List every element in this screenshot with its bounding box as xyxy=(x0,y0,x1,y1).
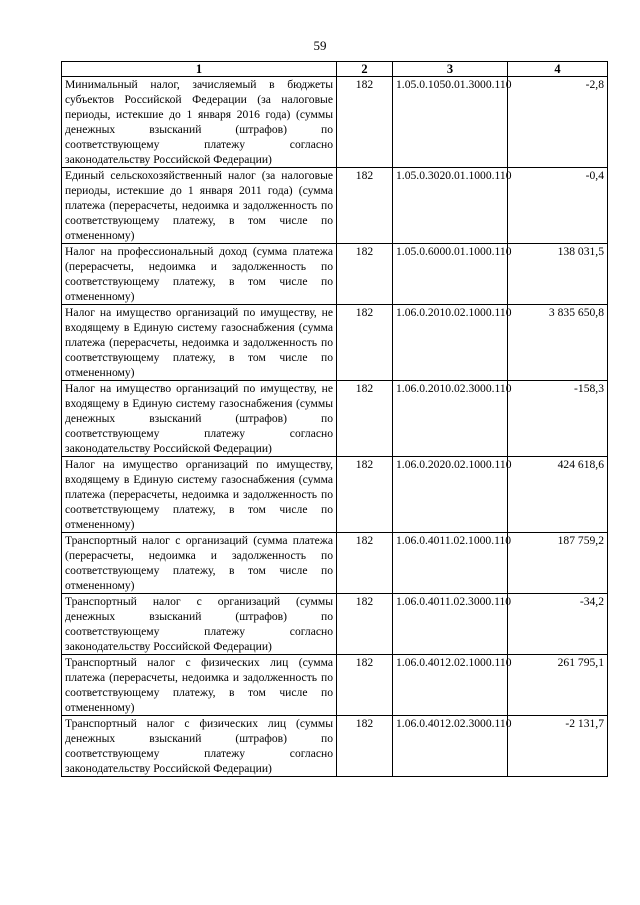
admin-code-cell: 182 xyxy=(337,381,393,457)
admin-code-cell: 182 xyxy=(337,168,393,244)
budget-code-cell: 1.05.0.6000.01.1000.110 xyxy=(393,244,508,305)
table-row xyxy=(62,594,608,655)
amount-cell: 261 795,1 xyxy=(508,655,608,716)
income-name-cell: Транспортный налог с физических лиц (сумма платежа (перерасчеты, недоимка и задолженность по соответствующему платежу, в том числе по отмененному) xyxy=(62,655,337,716)
column-header-1: 1 xyxy=(62,62,337,77)
income-name-cell: Транспортный налог с физических лиц (суммы денежных взысканий (штрафов) по соответствующему платежу согласно законодательству Российской Федерации) xyxy=(62,716,337,777)
revenue-table xyxy=(61,61,608,777)
amount-cell: -34,2 xyxy=(508,594,608,655)
table-header-row xyxy=(62,62,608,77)
budget-code-cell: 1.06.0.4011.02.1000.110 xyxy=(393,533,508,594)
income-name-cell: Транспортный налог с организаций (суммы денежных взысканий (штрафов) по соответствующему платежу согласно законодательству Российской Федерации) xyxy=(62,594,337,655)
admin-code-cell: 182 xyxy=(337,594,393,655)
table-row xyxy=(62,77,608,168)
budget-code-cell: 1.05.0.3020.01.1000.110 xyxy=(393,168,508,244)
table-row xyxy=(62,457,608,533)
table-row xyxy=(62,168,608,244)
income-name-cell: Налог на профессиональный доход (сумма платежа (перерасчеты, недоимка и задолженность по соответствующему платежу, в том числе по отмененному) xyxy=(62,244,337,305)
table-row xyxy=(62,533,608,594)
table-row xyxy=(62,305,608,381)
amount-cell: -2 131,7 xyxy=(508,716,608,777)
budget-code-cell: 1.06.0.4011.02.3000.110 xyxy=(393,594,508,655)
amount-cell: 3 835 650,8 xyxy=(508,305,608,381)
column-header-3: 3 xyxy=(393,62,508,77)
admin-code-cell: 182 xyxy=(337,457,393,533)
table-row xyxy=(62,381,608,457)
amount-cell: 138 031,5 xyxy=(508,244,608,305)
amount-cell: 187 759,2 xyxy=(508,533,608,594)
page-number: 59 xyxy=(313,38,327,53)
budget-code-cell: 1.06.0.4012.02.1000.110 xyxy=(393,655,508,716)
table-row xyxy=(62,716,608,777)
amount-cell: -0,4 xyxy=(508,168,608,244)
income-name-cell: Налог на имущество организаций по имуществу, не входящему в Единую систему газоснабжения (суммы денежных взысканий (штрафов) по соответствующему платежу согласно законодательству Российской Федерации) xyxy=(62,381,337,457)
admin-code-cell: 182 xyxy=(337,305,393,381)
budget-code-cell: 1.06.0.2010.02.3000.110 xyxy=(393,381,508,457)
income-name-cell: Единый сельскохозяйственный налог (за налоговые периоды, истекшие до 1 января 2011 года) (сумма платежа (перерасчеты, недоимка и задолженность по соответствующему платежу, в том числе по отмененному) xyxy=(62,168,337,244)
admin-code-cell: 182 xyxy=(337,716,393,777)
table-row xyxy=(62,655,608,716)
budget-code-cell: 1.05.0.1050.01.3000.110 xyxy=(393,77,508,168)
income-name-cell: Налог на имущество организаций по имуществу, не входящему в Единую систему газоснабжения (сумма платежа (перерасчеты, недоимка и задолженность по соответствующему платежу, в том числе по отмененному) xyxy=(62,305,337,381)
table-row xyxy=(62,244,608,305)
amount-cell: -2,8 xyxy=(508,77,608,168)
income-name-cell: Минимальный налог, зачисляемый в бюджеты субъектов Российской Федерации (за налоговые периоды, истекшие до 1 января 2016 года) (суммы денежных взысканий (штрафов) по соответствующему платежу согласно законодательству Российской Федерации) xyxy=(62,77,337,168)
budget-code-cell: 1.06.0.4012.02.3000.110 xyxy=(393,716,508,777)
budget-code-cell: 1.06.0.2020.02.1000.110 xyxy=(393,457,508,533)
admin-code-cell: 182 xyxy=(337,244,393,305)
income-name-cell: Транспортный налог с организаций (сумма платежа (перерасчеты, недоимка и задолженность по соответствующему платежу, в том числе по отмененному) xyxy=(62,533,337,594)
amount-cell: -158,3 xyxy=(508,381,608,457)
admin-code-cell: 182 xyxy=(337,533,393,594)
income-name-cell: Налог на имущество организаций по имуществу, входящему в Единую систему газоснабжения (сумма платежа (перерасчеты, недоимка и задолженность по соответствующему платежу, в том числе по отмененному) xyxy=(62,457,337,533)
column-header-4: 4 xyxy=(508,62,608,77)
admin-code-cell: 182 xyxy=(337,655,393,716)
amount-cell: 424 618,6 xyxy=(508,457,608,533)
admin-code-cell: 182 xyxy=(337,77,393,168)
column-header-2: 2 xyxy=(337,62,393,77)
budget-code-cell: 1.06.0.2010.02.1000.110 xyxy=(393,305,508,381)
